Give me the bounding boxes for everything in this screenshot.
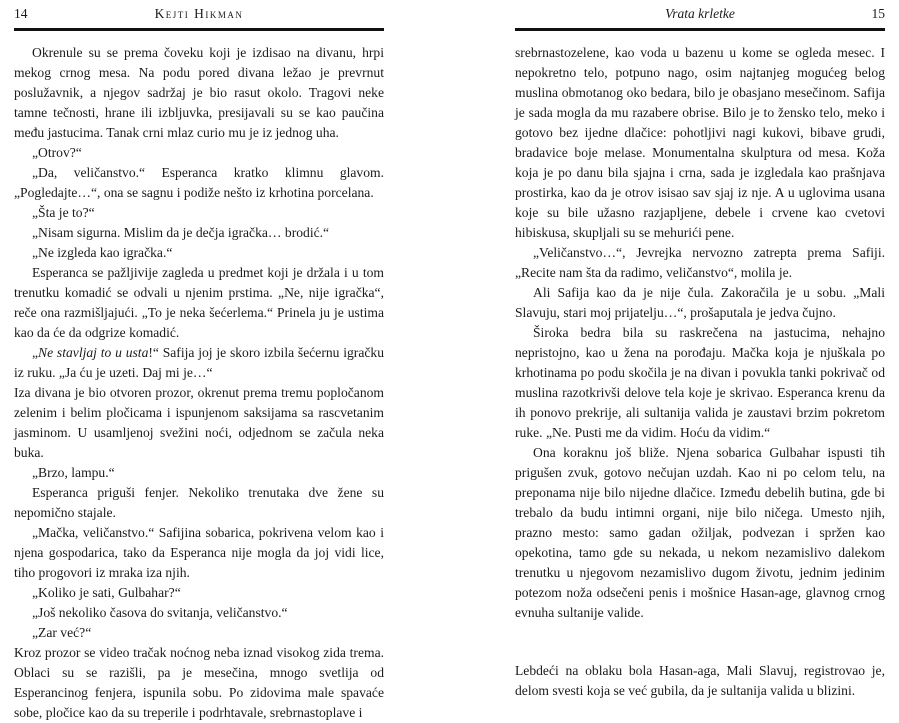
paragraph: Esperanca se pažljivije zagleda u predmet koji je držala i u tom trenutku komadić se odvali u njenim prstima. „Ne, nije igračka“, reče ona razmišljajući. „To je neka šećerlema.“ Prinela ju je ustima kao da će da odgrize komadić. <box>14 265 384 340</box>
paragraph: „Još nekoliko časova do svitanja, veličanstvo.“ <box>32 605 288 620</box>
left-header-rule <box>14 28 384 31</box>
paragraph-italic-quote: „Ne stavljaj to u usta!“ Safija joj je skoro izbila šećernu igračku iz ruku. „Ja ću je uzeti. Daj mi je…“ <box>14 345 384 380</box>
paragraph: „Šta je to?“ <box>32 205 95 220</box>
paragraph: „Da, veličanstvo.“ Esperanca kratko klimnu glavom. „Pogledajte…“, ona se sagnu i podiže nešto iz krhotina porcelana. <box>14 165 384 200</box>
paragraph: „Zar već?“ <box>32 625 92 640</box>
paragraph: srebrnastozelene, kao voda u bazenu u kome se ogleda mesec. I nepokretno telo, potpuno nago, osim najtanjeg mogućeg belog muslina obmotanog oko bedara, bilo je obasjano mesečinom. Safija je sada mogla da mu razabere obrise. Bilo je to žensko telo, meko i gotovo bez ijedne dlačice: pohotljivi nagi kukovi, bibave grudi, bradavice boje melase. Monumentalna skulptura od mesa. Koža koja je po danu bila sjajna i crna, sada je izgledala kao prašnjava prostirka, kao da je otrov isisao sav sjaj iz nje. A u uglovima usana koje su bile užasno razjapljene, debele i crvene kao cvetovi hibiskusa, skupljali su se mehurići pene. <box>515 45 885 240</box>
paragraph: „Nisam sigurna. Mislim da je dečja igračka… brodić.“ <box>32 225 330 240</box>
left-page-number: 14 <box>14 6 28 21</box>
right-running-head-title: Vrata krletke <box>665 6 735 21</box>
paragraph-section-start: Lebdeći na oblaku bola Hasan-aga, Mali Slavuj, registrovao je, delom svesti koja se već gubila, da je sultanija valida u blizini. <box>515 663 885 698</box>
right-page <box>515 0 885 700</box>
paragraph: Ona koraknu još bliže. Njena sobarica Gulbahar ispusti tih prigušen zvuk, gotovo nečujan uzdah. Kao ni po celom telu, na preponama nije bilo nijedne dlačice. Između debelih butina, gde bi trebalo da budu intimni organi, nije bilo ničega. Umesto njih, prazno mesto: samo gadan ožiljak, podvezan i spržen kao opekotina, tamo gde su nekada, u nekom nezamislivo dalekom trenutku u njegovom nezamislivo dugom životu, jednim jedinim potezom noža odsečeni penis i mošnice Hasan-age, glavnog crnog evnuha sultanije valide. <box>515 445 885 620</box>
paragraph: „Brzo, lampu.“ <box>32 465 115 480</box>
paragraph: Kroz prozor se video tračak noćnog neba iznad visokog zida trema. Oblaci su se razišli, pa je mesečina, mnogo svetlija od Esperancinog fenjera, ispunila sobu. Po zidovima male spavaće sobe, pločice kao da su treperile i podrhtavale, srebrnastoplave i <box>14 645 384 720</box>
right-header-rule <box>515 28 885 31</box>
paragraph: Ali Safija kao da je nije čula. Zakoračila je u sobu. „Mali Slavuju, stari moj prijatelju…“, prošaputala je jedva čujno. <box>515 285 885 320</box>
right-page-number: 15 <box>871 6 885 21</box>
left-page-body <box>14 43 384 723</box>
paragraph: Esperanca priguši fenjer. Nekoliko trenutaka dve žene su nepomično stajale. <box>14 485 384 520</box>
paragraph: „Ne izgleda kao igračka.“ <box>32 245 173 260</box>
left-running-header <box>14 6 384 26</box>
paragraph: „Mačka, veličanstvo.“ Safijina sobarica, pokrivena velom kao i njena gospodarica, tako da Esperanca nije mogla da joj vidi lice, tiho progovori iz mraka iza njih. <box>14 525 384 580</box>
paragraph: Okrenule su se prema čoveku koji je izdisao na divanu, hrpi mekog crnog mesa. Na podu pored divana ležao je prevrnut poslužavnik, a njegov sadržaj je bio rasut okolo. Tragovi neke tamne tečnosti, hrane ili izbljuvka, presijavali su se kao paučina među jastucima. Tanak crni mlaz curio mu je iz jednog uha. <box>14 45 384 140</box>
left-running-head-author: Kejti Hikman <box>154 6 244 21</box>
right-page-body <box>515 43 885 701</box>
left-page <box>14 0 384 720</box>
paragraph: Iza divana je bio otvoren prozor, okrenut prema tremu popločanom zelenim i belim pločicama i ispunjenom saksijama sa rascvetanim jasminom. U usamljenoj svežini noći, odjednom se začula neka buka. <box>14 385 384 460</box>
italic-phrase: Ne stavljaj to u usta <box>38 345 149 360</box>
paragraph: „Otrov?“ <box>32 145 82 160</box>
paragraph: „Koliko je sati, Gulbahar?“ <box>32 585 181 600</box>
right-running-header <box>515 6 885 26</box>
paragraph: „Veličanstvo…“, Jevrejka nervozno zatrepta prema Safiji. „Recite nam šta da radimo, veličanstvo“, molila je. <box>515 245 885 280</box>
paragraph: Široka bedra bila su raskrečena na jastucima, nehajno nepristojno, kao u žena na porođaju. Mačka koja je njuškala po krhotinama po podu skočila je na divan i povukla tanki pokrivač od muslina razotkrivši delove tela koje je skrivao. Esperanca krenu da ih ponovo prekrije, ali sultanija valida je zaustavi brzim pokretom ruke. „Ne. Pusti me da vidim. Hoću da vidim.“ <box>515 325 885 440</box>
